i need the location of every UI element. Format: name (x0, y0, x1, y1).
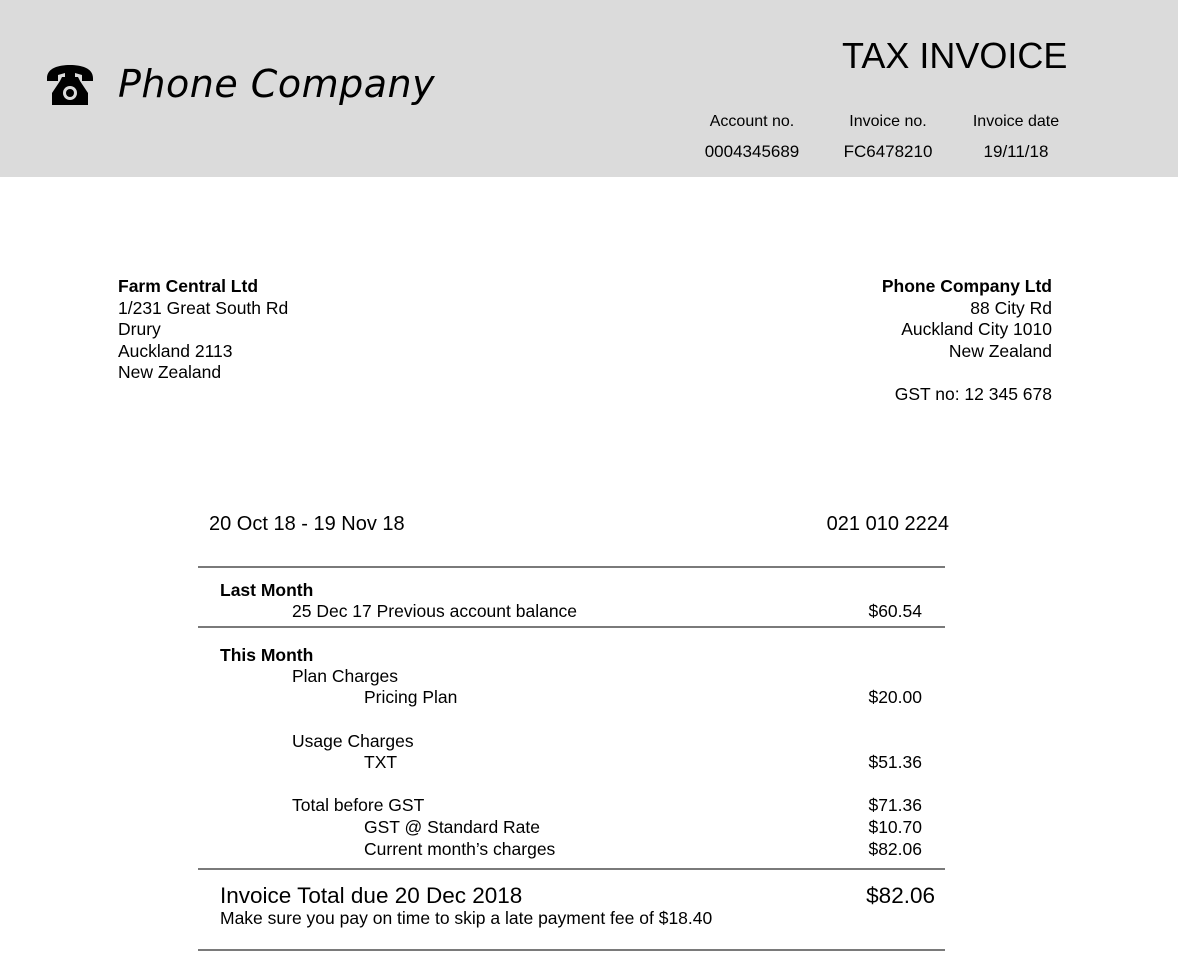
divider (198, 626, 945, 628)
gst-amount: $10.70 (868, 817, 922, 837)
supplier-address-line: New Zealand (948, 340, 1052, 361)
plan-charges-heading: Plan Charges (292, 666, 399, 686)
supplier-name: Phone Company Ltd (881, 276, 1052, 296)
last-month-heading: Last Month (220, 580, 314, 600)
customer-address-line: Auckland 2113 (118, 340, 233, 361)
late-fee-note: Make sure you pay on time to skip a late payment fee of $18.40 (220, 908, 713, 928)
divider (198, 868, 945, 870)
invoice-number-field (828, 112, 948, 162)
total-before-gst-label: Total before GST (292, 795, 425, 815)
current-charges-amount: $82.06 (868, 839, 922, 859)
account-number-value: 0004345689 (704, 142, 800, 161)
usage-charges-heading: Usage Charges (292, 731, 414, 751)
telephone-icon (45, 64, 95, 106)
divider (198, 949, 945, 951)
this-month-heading: This Month (220, 645, 314, 665)
invoice-date-value: 19/11/18 (983, 142, 1049, 161)
customer-address-line: 1/231 Great South Rd (118, 297, 289, 318)
divider (198, 566, 945, 568)
phone-number: 021 010 2224 (826, 513, 949, 535)
current-charges-label: Current month’s charges (364, 839, 556, 859)
invoice-header (0, 0, 1178, 177)
invoice-number-value: FC6478210 (843, 142, 933, 161)
billing-period: 20 Oct 18 - 19 Nov 18 (209, 513, 405, 535)
previous-balance-amount: $60.54 (868, 601, 922, 621)
pricing-plan-amount: $20.00 (868, 687, 922, 707)
customer-address-line: New Zealand (118, 362, 222, 382)
txt-usage-amount: $51.36 (868, 752, 922, 772)
brand-name: Phone Company (118, 62, 436, 106)
pricing-plan-label: Pricing Plan (364, 687, 458, 707)
customer-name: Farm Central Ltd (118, 276, 259, 296)
invoice-date-field (956, 112, 1076, 162)
supplier-address (882, 276, 1052, 405)
total-before-gst-amount: $71.36 (868, 795, 922, 815)
invoice-total-amount: $82.06 (866, 883, 935, 908)
customer-address-line: Drury (118, 319, 161, 339)
customer-address (118, 276, 288, 384)
invoice-number-label: Invoice no. (849, 113, 927, 130)
account-number-field (692, 112, 812, 162)
invoice-date-label: Invoice date (972, 113, 1060, 130)
gst-label: GST @ Standard Rate (364, 817, 540, 837)
document-title: TAX INVOICE (842, 35, 1068, 76)
previous-balance-label: 25 Dec 17 Previous account balance (292, 601, 578, 621)
supplier-address-line: Auckland City 1010 (901, 319, 1052, 339)
supplier-gst-number: GST no: 12 345 678 (894, 383, 1052, 404)
txt-usage-label: TXT (364, 752, 398, 772)
invoice-total-label: Invoice Total due 20 Dec 2018 (220, 883, 523, 908)
supplier-address-line: 88 City Rd (970, 297, 1052, 318)
account-number-label: Account no. (709, 113, 795, 130)
